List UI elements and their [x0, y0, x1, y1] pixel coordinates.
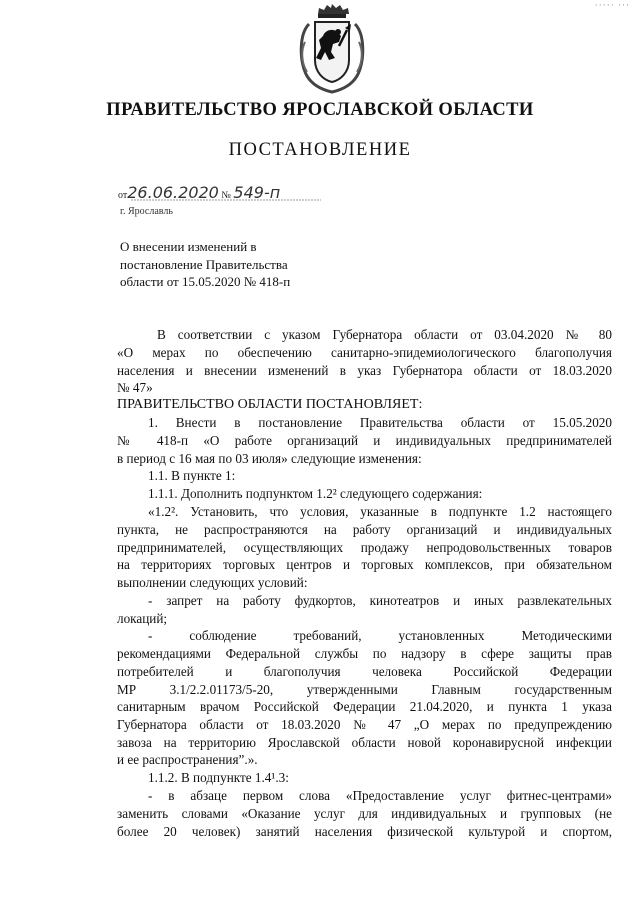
body-line: рекомендациями Федеральной службы по надзору в сфере защиты прав	[117, 646, 612, 661]
body-line: № 47»	[117, 380, 153, 395]
document-type: ПОСТАНОВЛЕНИЕ	[228, 140, 412, 160]
body-line: МР 3.1/2.2.01173/5-20, утвержденными Главным государственным	[117, 682, 612, 697]
coat-of-arms-emblem	[295, 2, 369, 94]
body-line: на территориях торговых центров и торговых комплексов, при обязательном	[117, 557, 612, 572]
body-line: «О мерах по обеспечению санитарно-эпидемиологического благополучия	[117, 345, 612, 360]
date-prefix: от	[118, 190, 128, 201]
handwritten-date: 26.06.2020	[127, 183, 219, 202]
body-line: более 20 человек) занятий населения физической культурой и спортом,	[117, 824, 612, 839]
body-line: потребителей и благополучия человека Российской Федерации	[117, 664, 612, 679]
document-subject	[120, 238, 350, 291]
body-line: 1. Внести в постановление Правительства области от 15.05.2020	[148, 415, 612, 430]
body-line: Губернатора области от 18.03.2020 № 47 „О мерах по предупреждению	[117, 717, 612, 732]
subject-line: О внесении изменений в	[120, 239, 257, 254]
body-line: - в абзаце первом слова «Предоставление услуг фитнес-центрами»	[148, 788, 612, 803]
body-line: 1.1.1. Дополнить подпунктом 1.2² следующего содержания:	[148, 486, 483, 501]
body-line: - соблюдение требований, установленных Методическими	[148, 628, 612, 643]
city-name: г. Ярославль	[120, 206, 173, 217]
body-line: выполнении следующих условий:	[117, 575, 308, 590]
handwritten-number: 549-п	[233, 183, 281, 202]
body-line: предпринимателей, осуществляющих продажу непродовольственных товаров	[117, 540, 612, 555]
government-title: ПРАВИТЕЛЬСТВО ЯРОСЛАВСКОЙ ОБЛАСТИ	[106, 100, 534, 120]
body-line: в период с 16 мая по 03 июля» следующие изменения:	[117, 451, 422, 466]
body-line: локаций;	[117, 611, 168, 626]
page-mark: ····· ···	[594, 0, 630, 10]
body-line: завоза на территорию Ярославской области новой коронавирусной инфекции	[117, 735, 612, 750]
body-line: пункта, не распространяются на работу организаций и индивидуальных	[117, 522, 612, 537]
body-line: населения и внесении изменений в указ Губернатора области от 18.03.2020	[117, 363, 612, 378]
date-underline	[131, 199, 321, 202]
body-line: санитарным врачом Российской Федерации 21.04.2020, и пункта 1 указа	[117, 699, 612, 714]
body-line: В соответствии с указом Губернатора области от 03.04.2020 № 80	[157, 327, 612, 342]
body-line: заменить словами «Оказание услуг для индивидуальных и групповых (не	[117, 806, 612, 821]
body-line: - запрет на работу фудкортов, кинотеатров и иных развлекательных	[148, 593, 612, 608]
number-sign: №	[221, 190, 231, 201]
body-line: 1.1.2. В подпункте 1.4¹.3:	[148, 770, 289, 785]
body-line: «1.2². Установить, что условия, указанные в подпункте 1.2 настоящего	[148, 504, 612, 519]
body-line: № 418-п «О работе организаций и индивидуальных предпринимателей	[117, 433, 612, 448]
subject-line: области от 15.05.2020 № 418-п	[120, 274, 291, 289]
subject-line: постановление Правительства	[120, 256, 288, 272]
body-line: и ее распространения”.».	[117, 752, 258, 767]
body-line-resolves: ПРАВИТЕЛЬСТВО ОБЛАСТИ ПОСТАНОВЛЯЕТ:	[117, 397, 423, 412]
body-line: 1.1. В пункте 1:	[148, 468, 236, 483]
